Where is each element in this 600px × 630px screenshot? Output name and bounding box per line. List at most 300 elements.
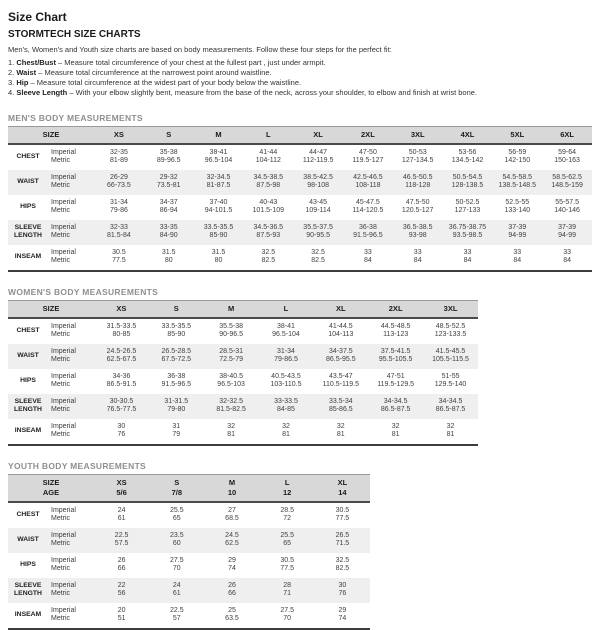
metric-value: 134.5-142	[451, 157, 484, 164]
measurement-value-cell	[94, 528, 149, 553]
size-column-header	[204, 474, 259, 502]
size-column-header	[492, 126, 542, 144]
size-table	[8, 300, 478, 446]
size-header-label: SIZE	[42, 129, 60, 139]
imperial-value: 33	[364, 248, 372, 256]
measurement-row	[8, 195, 592, 220]
metric-value: 86.5-87.5	[380, 406, 411, 413]
measurement-value-cell	[94, 603, 149, 629]
imperial-value: 31	[172, 422, 181, 430]
metric-value: 66	[117, 565, 126, 572]
size-column-header	[194, 126, 244, 144]
imperial-value: 26.5	[335, 531, 350, 539]
fit-step-1-number: 1.	[8, 57, 15, 67]
measurement-label: HIPS	[20, 203, 36, 210]
measurement-label: SLEEVE LENGTH	[8, 394, 48, 419]
measurement-value-cell	[243, 245, 293, 271]
measurement-label: CHEST	[16, 153, 40, 160]
metric-value: 93.5-98.5	[452, 232, 483, 239]
imperial-value: 33	[413, 248, 422, 256]
imperial-value: 24	[117, 506, 126, 514]
imperial-value: 32-34.5	[206, 173, 231, 181]
imperial-value: 48.5-52.5	[435, 322, 466, 330]
metric-value: 133-140	[504, 207, 531, 214]
measurement-value-cell	[259, 419, 314, 445]
metric-value: 95.5-105.5	[378, 356, 413, 363]
metric-value: 82.5	[261, 257, 276, 264]
unit-imperial-label: Imperial	[51, 506, 76, 514]
metric-value: 65	[283, 540, 292, 547]
imperial-value: 36.5-38.5	[402, 223, 433, 231]
imperial-value: 28.5	[280, 506, 294, 514]
measurement-value-cell	[492, 220, 542, 245]
imperial-value: 40-43	[259, 198, 278, 206]
size-column-header	[260, 474, 315, 502]
metric-value: 94-101.5	[204, 207, 233, 214]
metric-value: 85-90	[167, 331, 186, 338]
unit-cell	[48, 502, 94, 528]
imperial-value: 33-35	[159, 223, 178, 231]
unit-imperial-label: Imperial	[51, 347, 76, 355]
unit-cell	[48, 195, 94, 220]
measurement-value-cell	[94, 220, 144, 245]
metric-value: 81	[336, 431, 345, 438]
imperial-value: 47-50	[358, 148, 377, 156]
measurement-value-cell	[393, 144, 443, 170]
measurement-value-cell	[443, 220, 493, 245]
size-name: L	[284, 477, 290, 487]
size-table	[8, 474, 370, 630]
measurement-value-cell	[368, 344, 423, 369]
unit-metric-label: Metric	[51, 381, 71, 388]
measurement-value-cell	[542, 195, 592, 220]
metric-value: 87.5-98	[256, 182, 281, 189]
age-value: 12	[283, 487, 292, 497]
measurement-value-cell	[315, 578, 370, 603]
imperial-value: 58.5-62.5	[552, 173, 582, 181]
size-table-body	[8, 144, 592, 271]
size-column-header	[313, 300, 368, 318]
imperial-value: 37-40	[209, 198, 228, 206]
metric-value: 84-85	[277, 406, 295, 413]
measurement-value-cell	[492, 245, 542, 271]
unit-imperial-label: Imperial	[51, 223, 76, 231]
unit-imperial-label: Imperial	[51, 322, 76, 330]
imperial-value: 32-35	[109, 148, 128, 156]
imperial-value: 29-32	[159, 173, 178, 181]
measurement-value-cell	[204, 528, 259, 553]
size-column-header	[204, 300, 259, 318]
measurement-label: INSEAM	[14, 611, 42, 618]
measurement-label: HIPS	[20, 377, 36, 384]
imperial-value: 41-44.5	[328, 322, 353, 330]
imperial-value: 26-29	[109, 173, 128, 181]
size-column-header	[94, 474, 149, 502]
unit-cell	[48, 344, 94, 369]
measurement-value-cell	[259, 318, 314, 344]
metric-value: 84	[513, 257, 522, 264]
size-table-head	[8, 474, 370, 502]
size-name: XS	[116, 303, 127, 313]
measurement-value-cell	[315, 528, 370, 553]
imperial-value: 27.5	[280, 606, 294, 614]
metric-value: 101.5-109	[252, 207, 285, 214]
measurement-value-cell	[423, 344, 478, 369]
metric-value: 85-86.5	[328, 406, 353, 413]
unit-metric-label: Metric	[51, 331, 71, 338]
unit-imperial-label: Imperial	[51, 606, 76, 614]
imperial-value: 42.5-46.5	[353, 173, 383, 181]
imperial-value: 41-44	[259, 148, 278, 156]
unit-metric-label: Metric	[51, 615, 71, 622]
imperial-value: 32	[391, 422, 400, 430]
imperial-value: 34-34.5	[383, 397, 408, 405]
fit-step-3	[8, 78, 592, 88]
metric-value: 96.5-104	[272, 331, 300, 338]
measurement-value-cell	[144, 170, 194, 195]
metric-value: 91.5-96.5	[161, 381, 192, 388]
imperial-value: 44-47	[309, 148, 328, 156]
measurement-value-cell	[204, 603, 259, 629]
imperial-value: 32	[446, 422, 455, 430]
fit-step-2-term: Waist	[16, 67, 37, 77]
measurement-value-cell	[343, 245, 393, 271]
metric-value: 62.5-67.5	[106, 356, 137, 363]
size-header-cell	[8, 300, 94, 318]
metric-value: 57	[172, 615, 181, 622]
imperial-value: 25.5	[280, 531, 294, 539]
metric-value: 81-89	[109, 157, 128, 164]
measurement-value-cell	[149, 578, 204, 603]
imperial-value: 52.5-55	[505, 198, 530, 206]
imperial-value: 22	[117, 581, 126, 589]
imperial-value: 33	[513, 248, 522, 256]
unit-cell	[48, 245, 94, 271]
metric-value: 98-108	[307, 182, 329, 189]
size-name: M	[215, 129, 222, 139]
imperial-value: 29	[228, 556, 236, 564]
table-section-title: YOUTH BODY MEASUREMENTS	[8, 460, 147, 471]
size-header-cell	[8, 474, 94, 502]
measurement-value-cell	[194, 245, 244, 271]
measurement-label: INSEAM	[14, 427, 42, 434]
imperial-value: 30.5	[280, 556, 294, 564]
imperial-value: 30	[338, 581, 347, 589]
imperial-value: 50-53	[408, 148, 427, 156]
size-column-header	[243, 126, 293, 144]
unit-imperial-label: Imperial	[51, 173, 76, 181]
measurement-value-cell	[313, 419, 368, 445]
measurement-value-cell	[94, 578, 149, 603]
measurement-label: SLEEVE LENGTH	[8, 220, 48, 245]
metric-value: 66	[228, 590, 236, 597]
measurement-value-cell	[393, 195, 443, 220]
measurement-value-cell	[259, 344, 314, 369]
imperial-value: 56-59	[508, 148, 527, 156]
size-column-header	[144, 126, 194, 144]
metric-value: 56	[117, 590, 126, 597]
metric-value: 120.5-127	[401, 207, 434, 214]
imperial-value: 24.5-26.5	[106, 347, 137, 355]
fit-step-4-text: – With your elbow slightly bent, measure from the base of the neck, across your shoulder, to elbow and finish at wrist bone.	[69, 87, 478, 97]
metric-value: 118-128	[405, 182, 431, 189]
metric-value: 140-146	[554, 207, 580, 214]
measurement-value-cell	[194, 144, 244, 170]
measurement-row	[8, 245, 592, 271]
imperial-value: 22.5	[114, 531, 129, 539]
measurement-value-cell	[194, 170, 244, 195]
imperial-value: 35.5-38	[219, 322, 243, 330]
metric-value: 81	[391, 431, 400, 438]
metric-value: 84	[463, 257, 472, 264]
fit-step-3-term: Hip	[16, 77, 29, 87]
imperial-value: 34-36	[112, 372, 131, 380]
imperial-value: 34-37	[159, 198, 178, 206]
size-name: M	[228, 477, 236, 487]
size-column-header	[368, 300, 423, 318]
measurement-value-cell	[313, 344, 368, 369]
measurement-value-cell	[423, 369, 478, 394]
metric-value: 114-120.5	[352, 207, 384, 214]
measurement-row	[8, 553, 370, 578]
metric-value: 79	[172, 431, 181, 438]
size-name: XS	[113, 129, 124, 139]
measurement-value-cell	[94, 170, 144, 195]
imperial-value: 28.5-31	[219, 347, 243, 355]
size-table-body	[8, 318, 478, 445]
measurement-value-cell	[194, 195, 244, 220]
metric-value: 77.5	[280, 565, 294, 572]
measurement-row	[8, 344, 478, 369]
measurement-value-cell	[94, 394, 149, 419]
measurement-value-cell	[315, 603, 370, 629]
metric-value: 84	[413, 257, 422, 264]
measurement-value-cell	[542, 220, 592, 245]
measurement-label: WAIST	[8, 344, 48, 369]
measurement-value-cell	[343, 144, 393, 170]
measurement-value-cell	[144, 144, 194, 170]
imperial-value: 27.5	[169, 556, 184, 564]
metric-value: 51	[117, 615, 126, 622]
measurement-value-cell	[260, 528, 315, 553]
imperial-value: 43.5-47	[328, 372, 353, 380]
imperial-value: 34-34.5	[438, 397, 463, 405]
size-name: XS	[116, 477, 127, 487]
metric-value: 85-90	[209, 232, 228, 239]
unit-metric-label: Metric	[51, 565, 71, 572]
metric-value: 79-80	[167, 406, 186, 413]
measurement-value-cell	[194, 220, 244, 245]
measurement-value-cell	[149, 344, 204, 369]
unit-metric-label: Metric	[51, 257, 71, 264]
measurement-value-cell	[443, 195, 493, 220]
imperial-value: 30-30.5	[109, 397, 134, 405]
measurement-value-cell	[313, 394, 368, 419]
table-section-title: MEN'S BODY MEASUREMENTS	[8, 112, 143, 123]
imperial-value: 28	[283, 581, 292, 589]
size-column-header	[443, 126, 493, 144]
imperial-value: 33	[563, 248, 571, 256]
metric-value: 138.5-148.5	[498, 182, 536, 189]
measurement-value-cell	[368, 318, 423, 344]
fit-step-1-text: – Measure total circumference of your chest at the fullest part , just under armpit.	[58, 57, 326, 67]
metric-value: 82.5	[335, 565, 350, 572]
measurement-row	[8, 603, 370, 629]
metric-value: 66-73.5	[107, 182, 131, 189]
imperial-value: 32	[336, 422, 345, 430]
size-header-cell	[8, 126, 94, 144]
age-value: 5/6	[116, 487, 127, 497]
metric-value: 94-99	[508, 232, 527, 239]
measurement-value-cell	[492, 170, 542, 195]
size-name: 3XL	[443, 303, 458, 313]
unit-metric-label: Metric	[51, 540, 71, 547]
imperial-value: 55-57.5	[555, 198, 579, 206]
metric-value: 91.5-96.5	[353, 232, 383, 239]
unit-imperial-label: Imperial	[51, 581, 76, 589]
imperial-value: 34.5-38.5	[253, 173, 284, 181]
size-table-header-row	[8, 474, 370, 502]
measurement-value-cell	[149, 419, 204, 445]
size-chart-page	[8, 10, 592, 630]
measurement-value-cell	[144, 245, 194, 271]
unit-cell	[48, 220, 94, 245]
imperial-value: 36-38	[358, 223, 377, 231]
measurement-value-cell	[492, 195, 542, 220]
unit-metric-label: Metric	[51, 157, 71, 164]
imperial-value: 25	[228, 606, 236, 614]
imperial-value: 26	[228, 581, 236, 589]
unit-metric-label: Metric	[51, 406, 71, 413]
metric-value: 84	[364, 257, 372, 264]
imperial-value: 38-41	[209, 148, 228, 156]
metric-value: 60	[172, 540, 181, 547]
measurement-label: WAIST	[8, 528, 48, 553]
imperial-value: 37-39	[508, 223, 527, 231]
measurement-value-cell	[260, 553, 315, 578]
metric-value: 150-163	[554, 157, 580, 164]
imperial-value: 35.5-37.5	[303, 223, 333, 231]
metric-value: 86-94	[159, 207, 178, 214]
fit-step-4-number: 4.	[8, 87, 15, 97]
metric-value: 86.5-91.5	[106, 381, 137, 388]
metric-value: 112-119.5	[302, 157, 334, 164]
metric-value: 81.5-84	[107, 232, 131, 239]
metric-value: 61	[117, 515, 126, 522]
imperial-value: 44.5-48.5	[380, 322, 411, 330]
measurement-value-cell	[204, 394, 259, 419]
measurement-value-cell	[144, 220, 194, 245]
fit-step-4	[8, 88, 592, 98]
unit-imperial-label: Imperial	[51, 556, 76, 564]
metric-value: 148.5-159	[551, 182, 583, 189]
metric-value: 70	[172, 565, 181, 572]
imperial-value: 20	[117, 606, 126, 614]
metric-value: 73.5-81	[156, 182, 181, 189]
measurement-value-cell	[260, 603, 315, 629]
measurement-value-cell	[343, 195, 393, 220]
metric-value: 104-113	[328, 331, 354, 338]
measurement-row	[8, 419, 478, 445]
metric-value: 76	[117, 431, 126, 438]
measurement-value-cell	[204, 419, 259, 445]
imperial-value: 31.5	[161, 248, 176, 256]
imperial-value: 25.5	[169, 506, 184, 514]
unit-cell	[48, 553, 94, 578]
imperial-value: 32.5	[311, 248, 325, 256]
imperial-value: 36-38	[167, 372, 186, 380]
metric-value: 62.5	[225, 540, 239, 547]
size-table-header-row	[8, 300, 478, 318]
measurement-value-cell	[149, 603, 204, 629]
fit-steps-list	[8, 58, 592, 98]
metric-value: 128-138.5	[451, 182, 484, 189]
measurement-value-cell	[149, 528, 204, 553]
metric-value: 94-99	[558, 232, 577, 239]
metric-value: 119.5-127	[352, 157, 384, 164]
imperial-value: 50.5-54.5	[452, 173, 483, 181]
measurement-value-cell	[542, 170, 592, 195]
unit-imperial-label: Imperial	[51, 372, 76, 380]
measurement-value-cell	[259, 394, 314, 419]
imperial-value: 33-33.5	[274, 397, 298, 405]
unit-cell	[48, 369, 94, 394]
fit-step-1	[8, 58, 592, 68]
measurement-value-cell	[542, 245, 592, 271]
metric-value: 105.5-115.5	[432, 356, 469, 363]
metric-value: 87.5-93	[256, 232, 281, 239]
imperial-value: 26.5-28.5	[161, 347, 192, 355]
metric-value: 81-87.5	[206, 182, 231, 189]
metric-value: 81	[282, 431, 290, 438]
imperial-value: 51-55	[441, 372, 460, 380]
imperial-value: 34.5-36.5	[253, 223, 284, 231]
measurement-value-cell	[259, 369, 314, 394]
imperial-value: 31-34	[109, 198, 128, 206]
size-column-header	[542, 126, 592, 144]
unit-imperial-label: Imperial	[51, 198, 76, 206]
page-title: Size Chart	[8, 10, 67, 24]
measurement-value-cell	[204, 369, 259, 394]
measurement-value-cell	[393, 220, 443, 245]
measurement-label: WAIST	[8, 170, 48, 195]
metric-value: 103-110.5	[270, 381, 302, 388]
imperial-value: 26	[117, 556, 126, 564]
measurement-value-cell	[94, 502, 149, 528]
metric-value: 93-98	[408, 232, 427, 239]
metric-value: 127-133	[454, 207, 481, 214]
imperial-value: 31-31.5	[164, 397, 189, 405]
metric-value: 76	[338, 590, 347, 597]
metric-value: 90-96.5	[219, 331, 243, 338]
fit-step-2-number: 2.	[8, 67, 15, 77]
tables-container	[8, 113, 592, 630]
metric-value: 79-86.5	[274, 356, 298, 363]
metric-value: 61	[172, 590, 181, 597]
metric-value: 72	[283, 515, 292, 522]
measurement-value-cell	[368, 419, 423, 445]
measurement-row	[8, 528, 370, 553]
imperial-value: 35-38	[159, 148, 178, 156]
measurement-value-cell	[368, 394, 423, 419]
age-header-label: AGE	[42, 487, 60, 497]
imperial-value: 33.5-34	[328, 397, 353, 405]
metric-value: 84-90	[159, 232, 178, 239]
metric-value: 70	[283, 615, 292, 622]
measurement-value-cell	[149, 553, 204, 578]
unit-cell	[48, 528, 94, 553]
imperial-value: 37.5-41.5	[380, 347, 411, 355]
